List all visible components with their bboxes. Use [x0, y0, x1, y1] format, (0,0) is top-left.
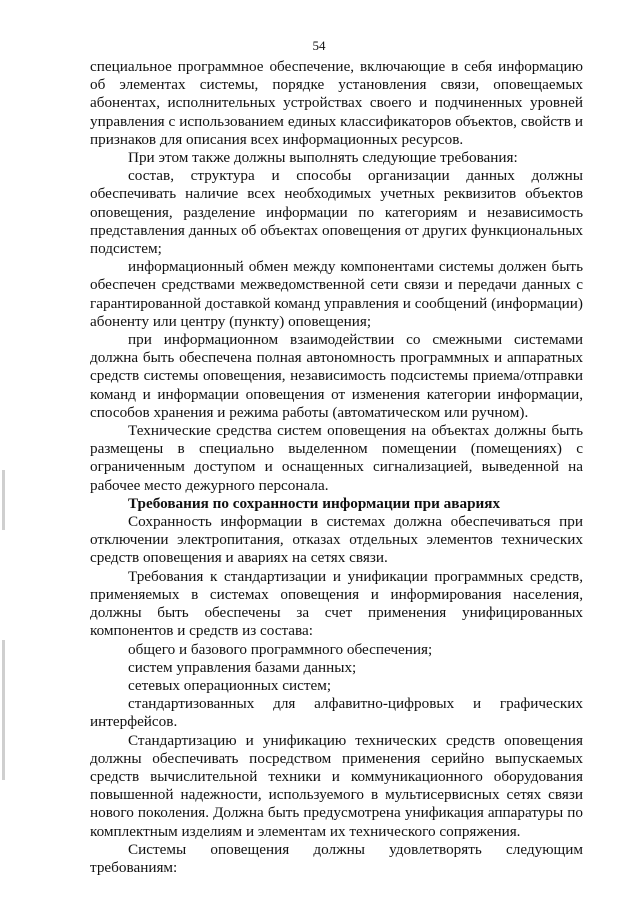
list-item: общего и базового программного обеспечения; — [128, 640, 433, 658]
document-body — [90, 58, 583, 877]
paragraph: Технические средства систем оповещения на объектах должны быть размещены в специально выделенном помещении (помещениях) с ограниченным доступом и оснащенных сигнализацией, выведенной на рабочее место дежурного персонала. — [90, 422, 583, 494]
paragraph: Стандартизацию и унификацию технических средств оповещения должны обеспечивать посредством применения серийно выпускаемых средств вычислительной техники и коммуникационного оборудования повышенной надежности, используемого в мультисервисных сетях связи нового поколения. Должна быть предусмотрена унификация аппаратуры по комплектным изделиям и элементам их технического сопряжения. — [90, 731, 583, 840]
paragraph: специальное программное обеспечение, включающие в себя информацию об элементах системы, порядке установления связи, оповещаемых абонентах, исполнительных устройствах своего и подчиненных уровней управления с использованием единых классификаторов объектов, свойств и признаков для описания всех информационных ресурсов. — [90, 58, 583, 148]
section-heading: Требования по сохранности информации при авариях — [128, 494, 501, 512]
list-item: сетевых операционных систем; — [128, 676, 332, 694]
paragraph: информационный обмен между компонентами системы должен быть обеспечен средствами межведомственной сети связи и передачи данных с гарантированной доставкой команд управления и сообщений (информации) абоненту или центру (пункту) оповещения; — [90, 258, 583, 330]
list-item: систем управления базами данных; — [128, 658, 357, 676]
paragraph: Системы оповещения должны удовлетворять следующим требованиям: — [90, 840, 583, 876]
page-number: 54 — [312, 38, 326, 53]
paragraph: Требования к стандартизации и унификации программных средств, применяемых в системах оповещения и информирования населения, должны быть обеспечены за счет применения унифицированных компонентов и средств из состава: — [90, 567, 583, 640]
paragraph: При этом также должны выполнять следующие требования: — [128, 149, 518, 167]
scan-edge-mark — [2, 640, 5, 780]
paragraph: состав, структура и способы организации данных должны обеспечивать наличие всех необходимых учетных реквизитов объектов оповещения, разделение информации по категориям и независимость представления данных об объектах оповещения от других функциональных подсистем; — [90, 167, 583, 258]
list-item: стандартизованных для алфавитно-цифровых и графических интерфейсов. — [90, 695, 583, 731]
paragraph: при информационном взаимодействии со смежными системами должна быть обеспечена полная автономность программных и аппаратных средств системы оповещения, независимость подсистемы приема/отправки команд и информации оповещения от изменения категории информации, способов хранения и режима работы (автоматическом или ручном). — [90, 331, 583, 421]
paragraph: Сохранность информации в системах должна обеспечиваться при отключении электропитания, отказах отдельных элементов технических средств оповещения и авариях на сетях связи. — [90, 513, 583, 567]
scan-edge-mark — [2, 470, 5, 530]
